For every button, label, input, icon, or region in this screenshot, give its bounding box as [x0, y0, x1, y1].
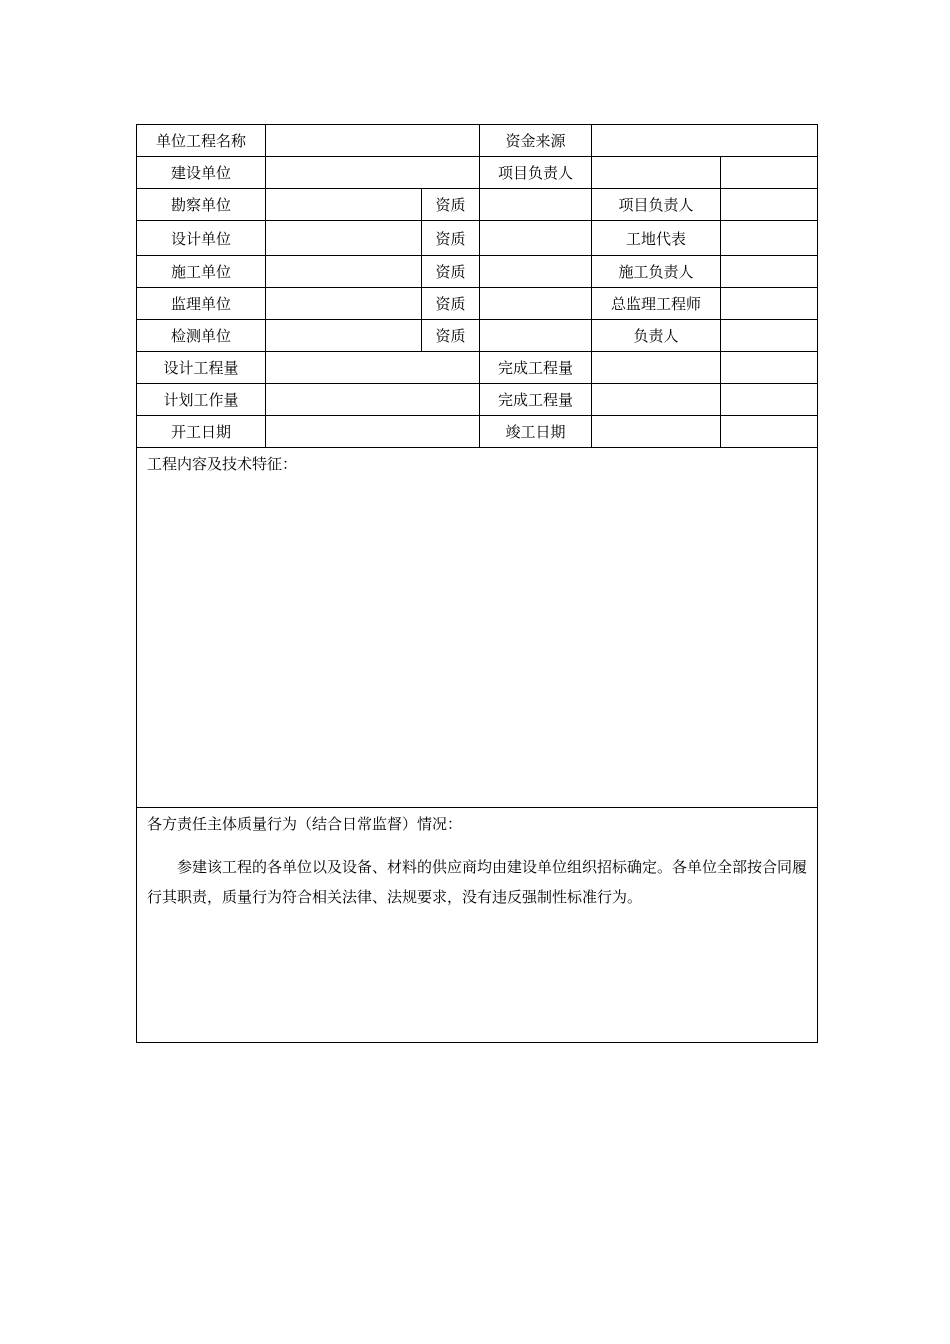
value-completed-workload[interactable]: [592, 384, 721, 416]
label-testing-manager: 负责人: [592, 320, 721, 352]
content-section[interactable]: [137, 448, 818, 808]
label-contractor-qualification: 资质: [422, 256, 480, 288]
row-content-section: [137, 448, 818, 808]
label-survey-unit: 勘察单位: [137, 189, 266, 221]
value-testing-unit[interactable]: [266, 320, 422, 352]
label-chief-supervisor: 总监理工程师: [592, 288, 721, 320]
label-fund-source: 资金来源: [480, 125, 592, 157]
label-site-representative: 工地代表: [592, 221, 721, 256]
label-testing-qualification: 资质: [422, 320, 480, 352]
value-survey-unit[interactable]: [266, 189, 422, 221]
row-contractor-unit: [137, 256, 818, 288]
row-construction-unit: [137, 157, 818, 189]
value-site-representative[interactable]: [721, 221, 818, 256]
label-project-name: 单位工程名称: [137, 125, 266, 157]
value-design-unit[interactable]: [266, 221, 422, 256]
value-completion-date[interactable]: [592, 416, 721, 448]
label-supervision-qualification: 资质: [422, 288, 480, 320]
value-chief-supervisor[interactable]: [721, 288, 818, 320]
value-completion-date-extra[interactable]: [721, 416, 818, 448]
label-survey-qualification: 资质: [422, 189, 480, 221]
row-supervision-unit: [137, 288, 818, 320]
label-completed-workload: 完成工程量: [480, 384, 592, 416]
value-project-manager[interactable]: [592, 157, 721, 189]
value-survey-manager[interactable]: [721, 189, 818, 221]
value-contractor-unit[interactable]: [266, 256, 422, 288]
label-planned-workload: 计划工作量: [137, 384, 266, 416]
label-construction-unit: 建设单位: [137, 157, 266, 189]
value-testing-qualification[interactable]: [480, 320, 592, 352]
project-info-form: [136, 124, 817, 1043]
value-completed-quantity[interactable]: [592, 352, 721, 384]
quality-section-paragraph: 参建该工程的各单位以及设备、材料的供应商均由建设单位组织招标确定。各单位全部按合同履行其职责，质量行为符合相关法律、法规要求，没有违反强制性标准行为。: [147, 858, 808, 906]
row-testing-unit: [137, 320, 818, 352]
row-quality-section: [137, 808, 818, 1043]
value-completed-quantity-extra[interactable]: [721, 352, 818, 384]
project-info-table: [136, 124, 818, 1043]
label-survey-manager: 项目负责人: [592, 189, 721, 221]
label-construction-manager: 施工负责人: [592, 256, 721, 288]
value-planned-workload[interactable]: [266, 384, 480, 416]
label-completed-quantity: 完成工程量: [480, 352, 592, 384]
value-start-date[interactable]: [266, 416, 480, 448]
content-section-heading: 工程内容及技术特征：: [147, 455, 298, 473]
quality-section[interactable]: [137, 808, 818, 1043]
value-project-name[interactable]: [266, 125, 480, 157]
quality-section-heading: 各方责任主体质量行为（结合日常监督）情况：: [147, 815, 463, 833]
value-testing-manager[interactable]: [721, 320, 818, 352]
label-testing-unit: 检测单位: [137, 320, 266, 352]
value-contractor-qualification[interactable]: [480, 256, 592, 288]
value-fund-source[interactable]: [592, 125, 818, 157]
label-design-quantity: 设计工程量: [137, 352, 266, 384]
row-design-unit: [137, 221, 818, 256]
row-survey-unit: [137, 189, 818, 221]
row-dates: [137, 416, 818, 448]
label-supervision-unit: 监理单位: [137, 288, 266, 320]
value-construction-manager[interactable]: [721, 256, 818, 288]
label-start-date: 开工日期: [137, 416, 266, 448]
value-construction-unit[interactable]: [266, 157, 480, 189]
row-design-quantity: [137, 352, 818, 384]
label-completion-date: 竣工日期: [480, 416, 592, 448]
label-contractor-unit: 施工单位: [137, 256, 266, 288]
value-completed-workload-extra[interactable]: [721, 384, 818, 416]
value-survey-qualification[interactable]: [480, 189, 592, 221]
label-design-unit: 设计单位: [137, 221, 266, 256]
label-design-qualification: 资质: [422, 221, 480, 256]
row-planned-workload: [137, 384, 818, 416]
label-project-manager: 项目负责人: [480, 157, 592, 189]
value-design-qualification[interactable]: [480, 221, 592, 256]
value-design-quantity[interactable]: [266, 352, 480, 384]
value-supervision-qualification[interactable]: [480, 288, 592, 320]
row-project-name: [137, 125, 818, 157]
value-project-manager-extra[interactable]: [721, 157, 818, 189]
value-supervision-unit[interactable]: [266, 288, 422, 320]
